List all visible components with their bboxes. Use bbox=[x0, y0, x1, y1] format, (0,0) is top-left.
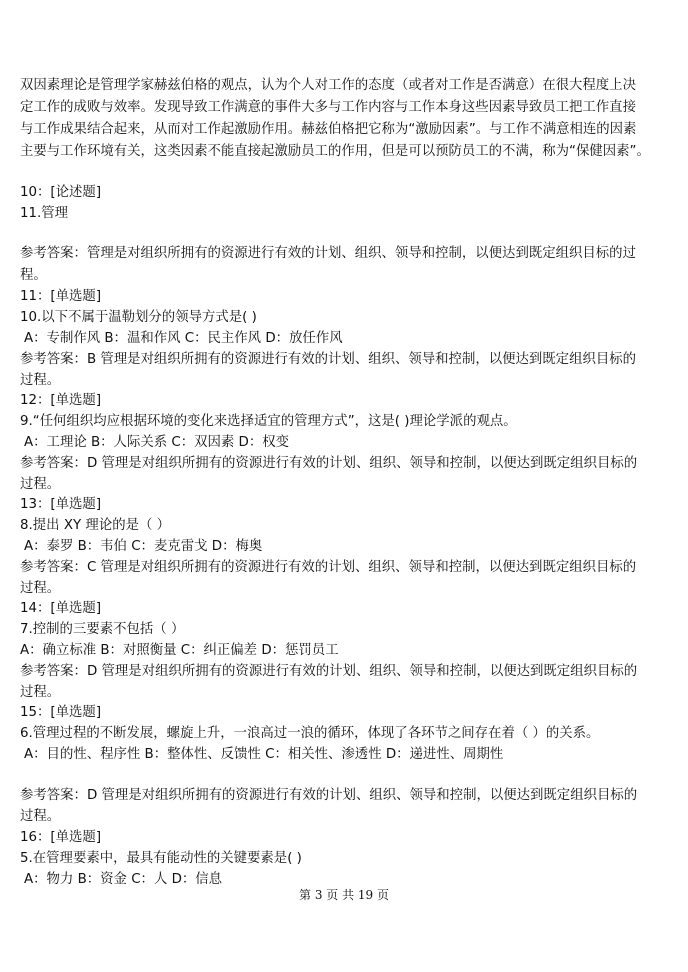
question-text: 8.提出 XY 理论的是（ ） bbox=[20, 518, 171, 533]
question-options: A：目的性、程序性 B：整体性、反馈性 C：相关性、渗透性 D：递进性、周期性 bbox=[24, 747, 504, 762]
question-text: 9.“任何组织均应根据环境的变化来选择适宜的管理方式”，这是( )理论学派的观点。 bbox=[20, 414, 517, 429]
question-tag: 13：[单选题] bbox=[20, 497, 102, 512]
page-number: 第 3 页 共 19 页 bbox=[299, 888, 389, 902]
question-text: 11.管理 bbox=[20, 206, 69, 221]
answer-line-1: 参考答案：C 管理是对组织所拥有的资源进行有效的计划、组织、领导和控制，以便达到既定组织目标的 bbox=[20, 560, 637, 575]
question-tag: 14：[单选题] bbox=[20, 601, 102, 616]
intro-line-4: 主要与工作环境有关，这类因素不能直接起激励员工的作用，但是可以预防员工的不满，称为“保健因素”。 bbox=[20, 144, 650, 159]
question-options: A：物力 B：资金 C：人 D：信息 bbox=[24, 872, 223, 887]
answer-line-1: 参考答案：D 管理是对组织所拥有的资源进行有效的计划、组织、领导和控制，以便达到既定组织目标的 bbox=[20, 456, 638, 471]
question-text: 10.以下不属于温勒划分的领导方式是( ) bbox=[20, 310, 257, 325]
question-tag: 10：[论述题] bbox=[20, 185, 102, 200]
answer-line-2: 过程。 bbox=[20, 373, 61, 388]
question-tag: 15：[单选题] bbox=[20, 705, 102, 720]
question-text: 6.管理过程的不断发展，螺旋上升，一浪高过一浪的循环，体现了各环节之间存在着（ ）的关系。 bbox=[20, 726, 600, 741]
question-options: A：泰罗 B：韦伯 C：麦克雷戈 D：梅奥 bbox=[24, 539, 263, 554]
answer-line-1: 参考答案：D 管理是对组织所拥有的资源进行有效的计划、组织、领导和控制，以便达到既定组织目标的 bbox=[20, 664, 638, 679]
question-tag: 12：[单选题] bbox=[20, 393, 102, 408]
answer-line-2: 过程。 bbox=[20, 581, 61, 596]
question-text: 5.在管理要素中，最具有能动性的关键要素是( ) bbox=[20, 851, 302, 866]
question-tag: 16：[单选题] bbox=[20, 830, 102, 845]
answer-line-2: 过程。 bbox=[20, 685, 61, 700]
intro-line-2: 定工作的成败与效率。发现导致工作满意的事件大多与工作内容与工作本身这些因素导致员工把工作直接 bbox=[20, 100, 636, 115]
answer-line-1: 参考答案：D 管理是对组织所拥有的资源进行有效的计划、组织、领导和控制，以便达到既定组织目标的 bbox=[20, 788, 638, 803]
question-options: A：专制作风 B：温和作风 C：民主作风 D：放任作风 bbox=[24, 331, 343, 346]
question-options: A：工理论 B：人际关系 C：双因素 D：权变 bbox=[24, 435, 290, 450]
intro-line-3: 与工作成果结合起来，从而对工作起激励作用。赫兹伯格把它称为“激励因素”。与工作不满意相连的因素 bbox=[20, 122, 637, 137]
question-options: A：确立标准 B：对照衡量 C：纠正偏差 D：惩罚员工 bbox=[20, 643, 339, 658]
question-text: 7.控制的三要素不包括（ ） bbox=[20, 622, 185, 637]
answer-line-2: 程。 bbox=[20, 268, 47, 283]
answer-line-1: 参考答案：B 管理是对组织所拥有的资源进行有效的计划、组织、领导和控制，以便达到既定组织目标的 bbox=[20, 352, 637, 367]
question-tag: 11：[单选题] bbox=[20, 289, 102, 304]
intro-line-1: 双因素理论是管理学家赫兹伯格的观点，认为个人对工作的态度（或者对工作是否满意）在很大程度上决 bbox=[20, 78, 636, 93]
answer-line-2: 过程。 bbox=[20, 477, 61, 492]
answer-line-1: 参考答案：管理是对组织所拥有的资源进行有效的计划、组织、领导和控制，以便达到既定组织目标的过 bbox=[20, 246, 636, 261]
answer-line-2: 过程。 bbox=[20, 809, 61, 824]
